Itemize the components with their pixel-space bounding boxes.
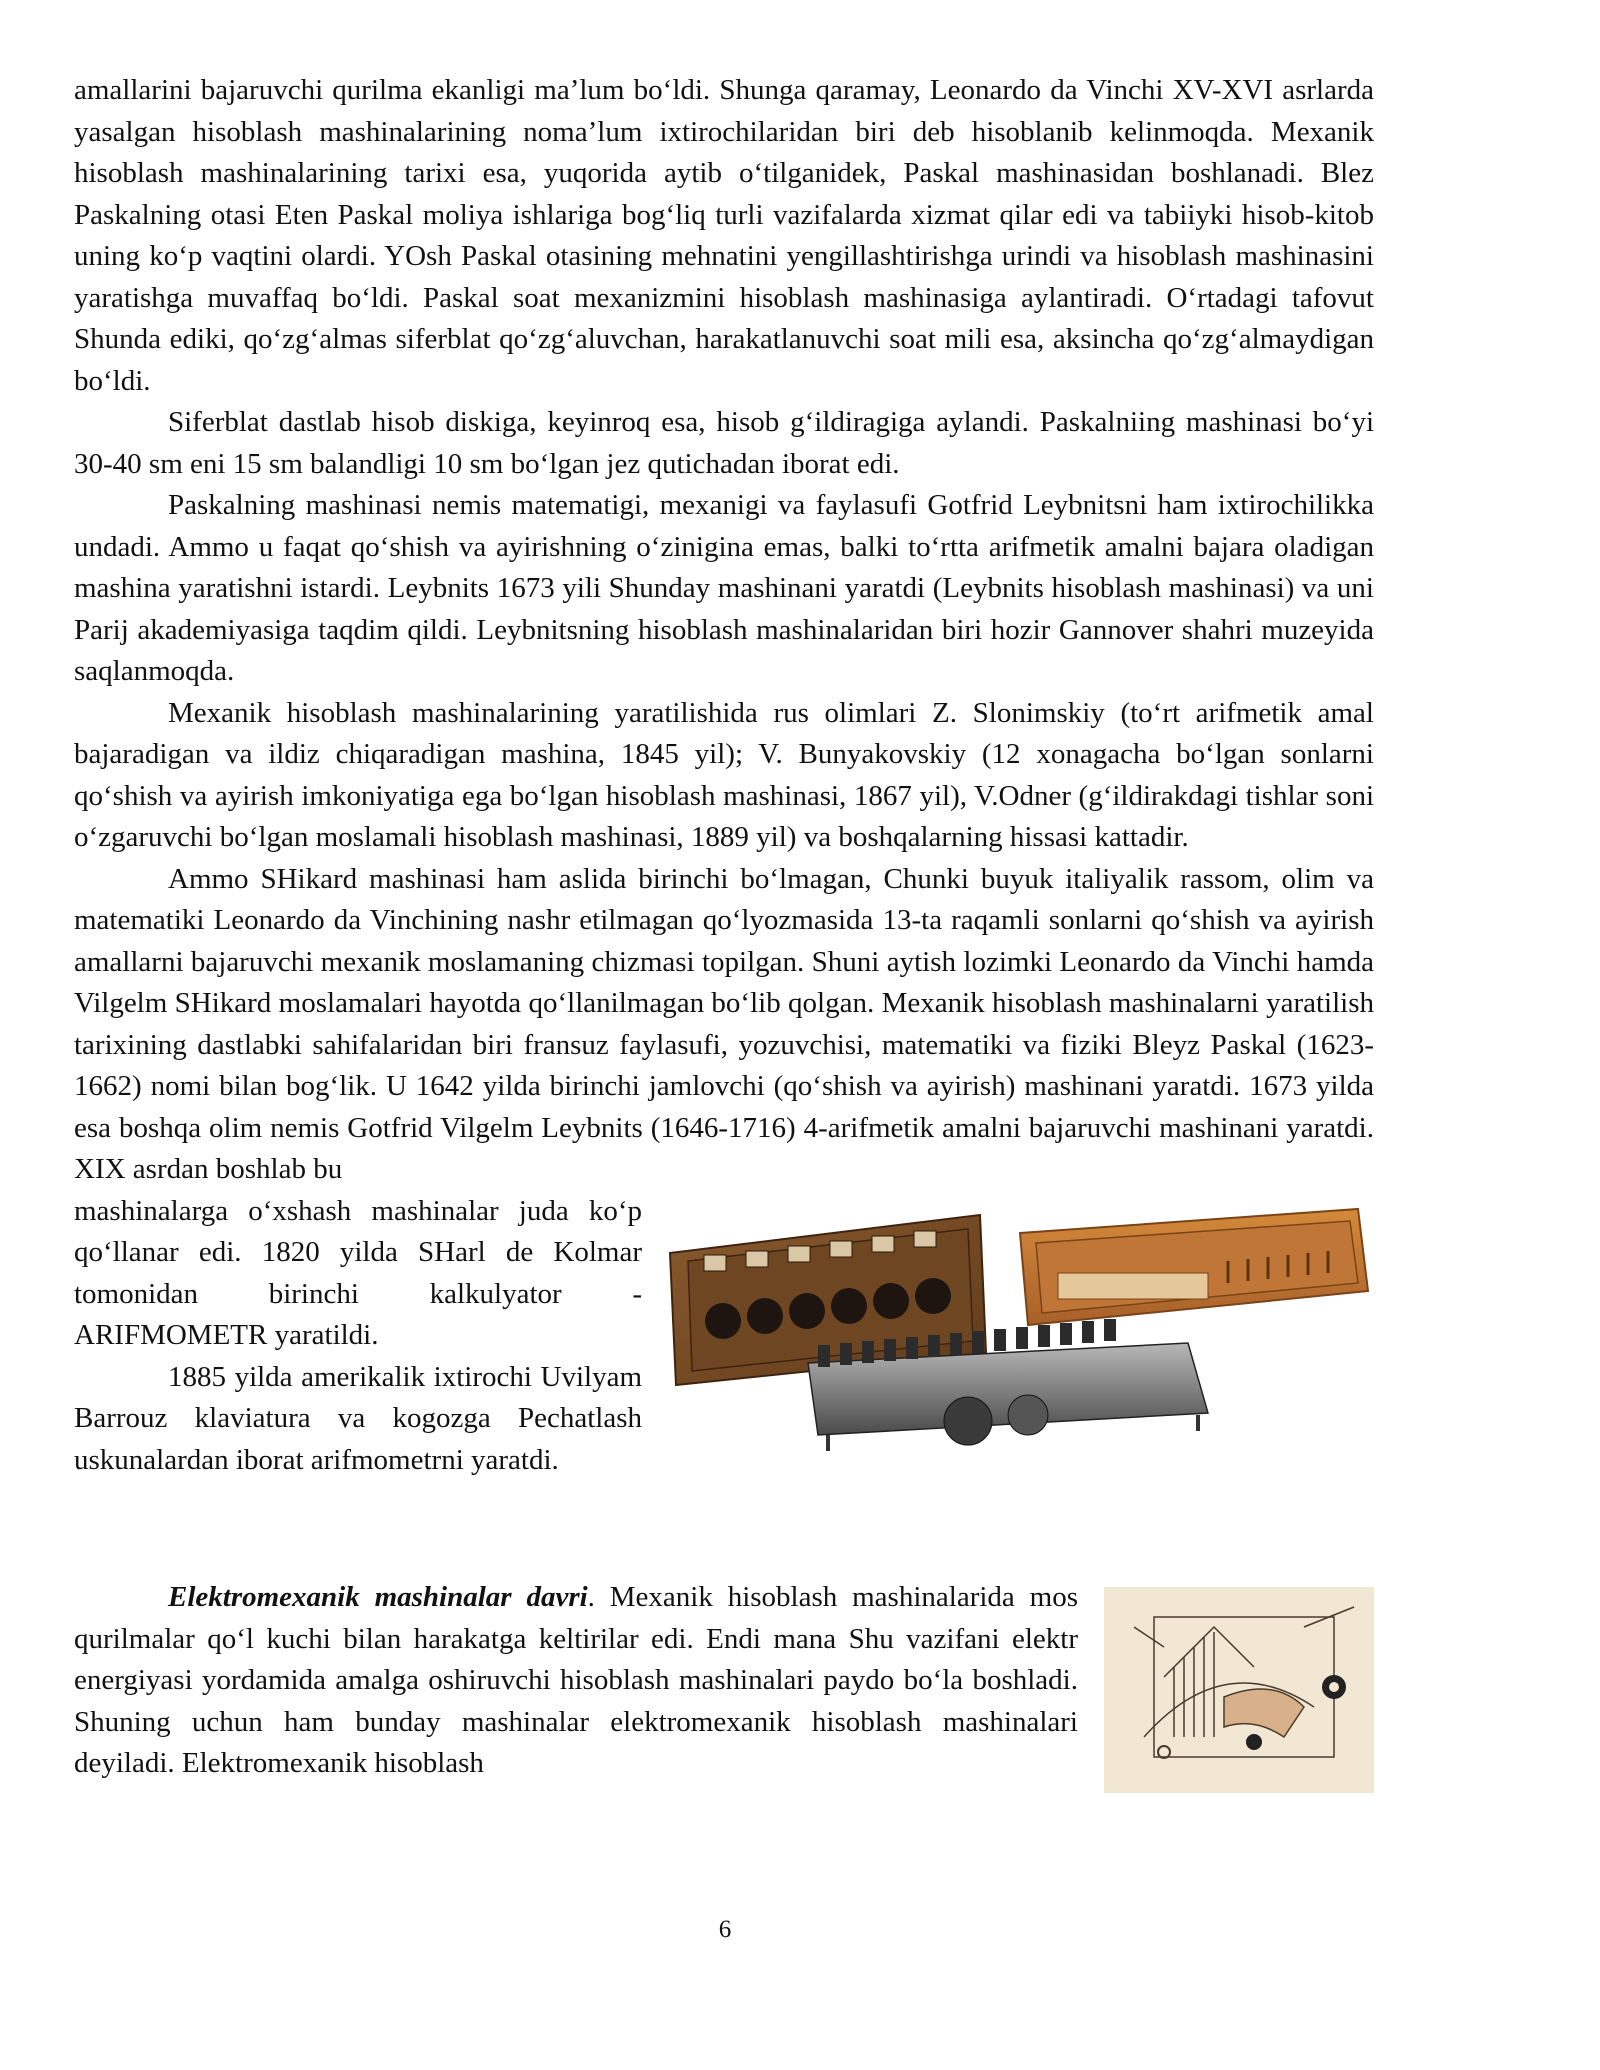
paragraph-2: Siferblat dastlab hisob diskiga, keyinroq esa, hisob g‘ildiragiga aylandi. Paskalniing mashinasi bo‘yi 30-40 sm eni 15 sm balandligi 10 sm bo‘lgan jez qutichadan iborat edi. <box>74 406 1374 480</box>
calculators-illustration <box>668 1203 1374 1465</box>
paragraph-5-continued: mashinalarga o‘xshash mashinalar juda ko‘p qo‘llanar edi. 1820 yilda SHarl de Kolmar tomonidan birinchi kalkulyator - ARIFMOMETR yaratildi. <box>74 1194 642 1351</box>
paragraph-4: Mexanik hisoblash mashinalarining yaratilishida rus olimlari Z. Slonimskiy (to‘rt arifmetik amal bajaradigan va ildiz chiqaradigan mashina, 1845 yil); V. Bunyakovskiy (12 xonagacha bo‘lgan sonlarni qo‘shish va ayirish imkoniyatiga ega bo‘lgan hisoblash mashinasi, 1867 yil), V.Odner (g‘ildirakdagi tishlar soni o‘zgaruvchi bo‘lgan moslamali hisoblash mashinasi, 1889 yil) va boshqalarning hissasi kattadir. <box>74 696 1374 853</box>
paragraph-1: amallarini bajaruvchi qurilma ekanligi ma’lum bo‘ldi. Shunga qaramay, Leonardo da Vinchi XV-XVI asrlarda yasalgan hisoblash mashinalarining noma’lum ixtirochilaridan biri deb hisoblanib kelinmoqda. Mexanik hisoblash mashinalarining tarixi esa, yuqorida aytib o‘tilganidek, Paskal mashinasidan boshlanadi. Blez Paskalning otasi Eten Paskal moliya ishlariga bog‘liq turli vazifalarda xizmat qilar edi va tabiiyki hisob-kitob uning ko‘p vaqtini olardi. YOsh Paskal otasining mehnatini yengillashtirishga urindi va hisoblash mashinasini yaratishga muvaffaq bo‘ldi. Paskal soat mexanizmini hisoblash mashinasiga aylantiradi. O‘rtadagi tafovut Shunda ediki, qo‘zg‘almas siferblat qo‘zg‘aluvchan, harakatlanuvchi soat mili esa, aksincha qo‘zg‘almaydigan bo‘ldi. <box>74 74 1374 397</box>
paragraph-7-text: Mexanik hisoblash mashinalarida mos qurilmalar qo‘l kuchi bilan harakatga keltirilar edi. Endi mana Shu vazifani elektr energiyasi yordamida amalga oshiruvchi hisoblash mashinalari paydo bo‘la boshladi. Shuning uchun ham bunday mashinalar elektromexanik hisoblash mashinalari deyiladi. Elektromexanik hisoblash <box>74 1581 1078 1779</box>
section-heading: Elektromexanik mashinalar davri <box>168 1581 588 1613</box>
electromechanical-sketch <box>1104 1587 1374 1793</box>
figure-wrap-calculators <box>74 1191 1374 1482</box>
sketch-illustration <box>1104 1587 1374 1793</box>
page-number: 6 <box>718 1916 732 1943</box>
paragraph-6: 1885 yilda amerikalik ixtirochi Uvilyam Barrouz klaviatura va kogozga Pechatlash uskunalardan iborat arifmometrni yaratdi. <box>74 1360 642 1476</box>
figure-wrap-electromechanical <box>74 1577 1374 1793</box>
paragraph-3: Paskalning mashinasi nemis matematigi, mexanigi va faylasufi Gotfrid Leybnitsni ham ixtirochilikka undadi. Ammo u faqat qo‘shish va ayirishning o‘zinigina emas, balki to‘rtta arifmetik amalni bajara oladigan mashina yaratishni istardi. Leybnits 1673 yili Shunday mashinani yaratdi (Leybnits hisoblash mashinasi) va uni Parij akademiyasiga taqdim qildi. Leybnitsning hisoblash mashinalaridan biri hozir Gannover shahri muzeyida saqlanmoqda. <box>74 489 1374 687</box>
section-spacer <box>74 1481 1374 1577</box>
paragraph-5: Ammo SHikard mashinasi ham aslida birinchi bo‘lmagan, Chunki buyuk italiyalik rassom, olim va matematiki Leonardo da Vinchining nashr etilmagan qo‘lyozmasida 13-ta raqamli sonlarni qo‘shish va ayirish amallarni bajaruvchi mexanik moslamaning chizmasi topilgan. Shuni aytish lozimki Leonardo da Vinchi hamda Vilgelm SHikard moslamalari hayotda qo‘llanilmagan bo‘lib qolgan. Mexanik hisoblash mashinalarni yaratilish tarixining dastlabki sahifalaridan biri fransuz faylasufi, yozuvchisi, matematiki va fiziki Bleyz Paskal (1623-1662) nomi bilan bog‘lik. U 1642 yilda birinchi jamlovchi (qo‘shish va ayirish) mashinani yaratdi. 1673 yilda esa boshqa olim nemis Gotfrid Vilgelm Leybnits (1646-1716) 4-arifmetik amalni bajaruvchi mashinani yaratdi. XIX asrdan boshlab bu <box>74 862 1374 1185</box>
page-body <box>74 70 1374 1793</box>
mechanical-calculators-photo <box>668 1203 1374 1465</box>
heading-period: . <box>587 1581 595 1613</box>
paragraph-7 <box>74 1577 1078 1785</box>
